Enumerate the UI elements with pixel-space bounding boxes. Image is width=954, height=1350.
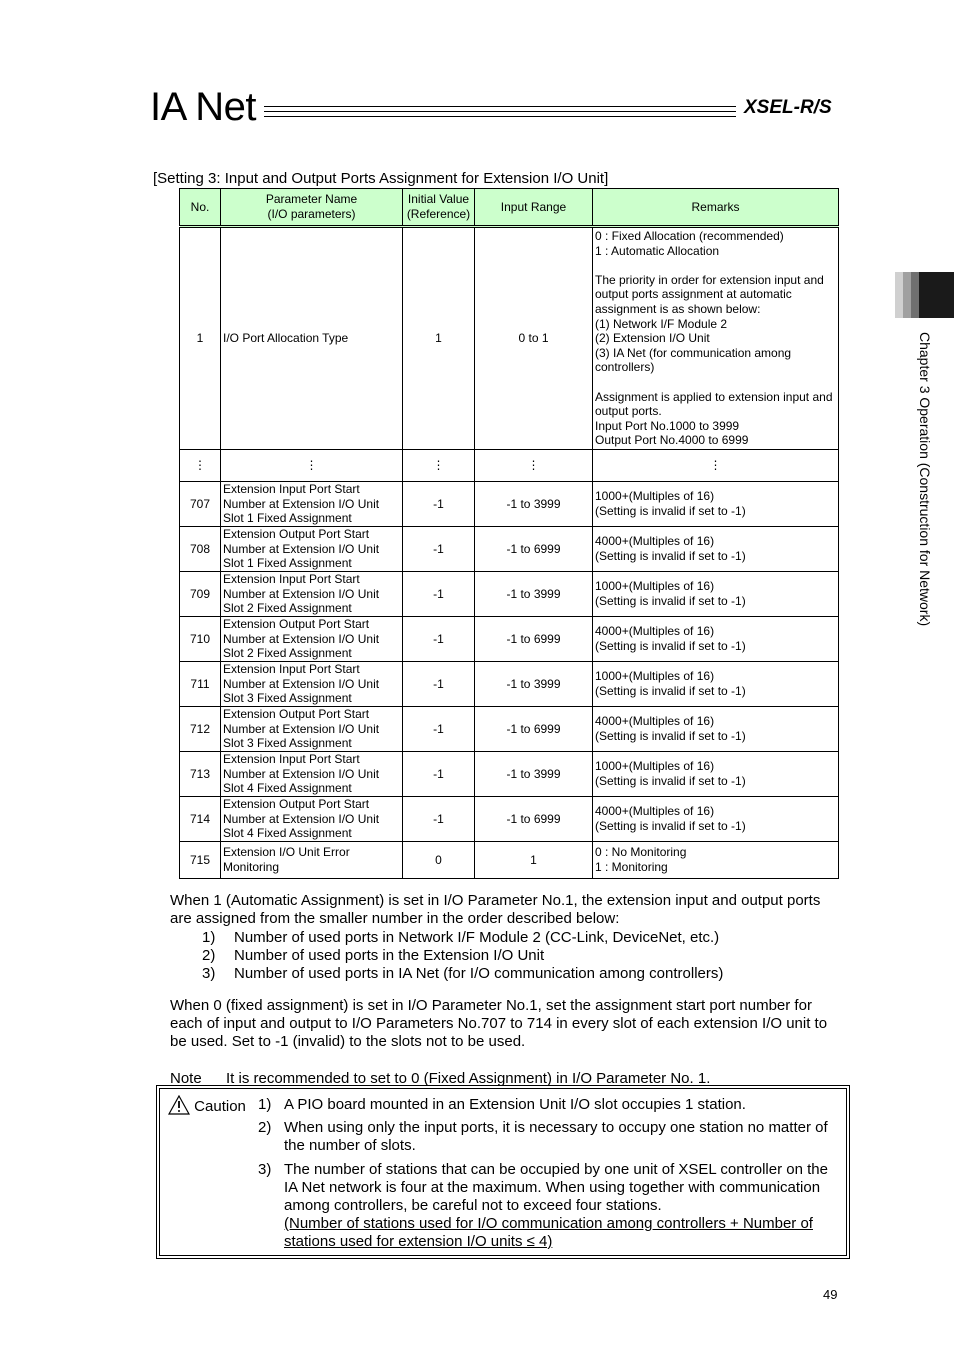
cell-name: I/O Port Allocation Type bbox=[221, 227, 403, 450]
list-item bbox=[202, 929, 719, 947]
cell-initial: ⋮ bbox=[403, 450, 475, 482]
cell-range: -1 to 6999 bbox=[475, 527, 593, 572]
column-header-parameter-name: Parameter Name (I/O parameters) bbox=[221, 189, 403, 227]
cell-initial: -1 bbox=[403, 662, 475, 707]
header-rule bbox=[264, 116, 736, 117]
header-rule bbox=[264, 106, 736, 107]
cell-range: -1 to 6999 bbox=[475, 707, 593, 752]
table-row bbox=[180, 617, 839, 662]
chapter-label: Chapter 3 Operation (Construction for Network) bbox=[917, 332, 933, 627]
cell-range: -1 to 3999 bbox=[475, 572, 593, 617]
cell-name: Extension Input Port Start Number at Extension I/O Unit Slot 3 Fixed Assignment bbox=[221, 662, 403, 707]
section-title: [Setting 3: Input and Output Ports Assignment for Extension I/O Unit] bbox=[153, 170, 609, 187]
caution-number: 3) bbox=[258, 1161, 272, 1178]
cell-no: 708 bbox=[180, 527, 221, 572]
cell-no: 712 bbox=[180, 707, 221, 752]
parameter-table bbox=[179, 188, 839, 879]
table-row bbox=[180, 707, 839, 752]
cell-remarks: 1000+(Multiples of 16) (Setting is invalid if set to -1) bbox=[593, 752, 839, 797]
list-text: Number of used ports in IA Net (for I/O communication among controllers) bbox=[234, 965, 724, 982]
table-row bbox=[180, 752, 839, 797]
table-row bbox=[180, 797, 839, 842]
cell-range: 1 bbox=[475, 842, 593, 879]
warning-icon bbox=[168, 1095, 190, 1115]
note bbox=[170, 1070, 710, 1088]
caution-text: A PIO board mounted in an Extension Unit I/O slot occupies 1 station. bbox=[284, 1096, 746, 1113]
cell-remarks: 0 : No Monitoring 1 : Monitoring bbox=[593, 842, 839, 879]
cell-name: Extension Input Port Start Number at Extension I/O Unit Slot 2 Fixed Assignment bbox=[221, 572, 403, 617]
cell-no: ⋮ bbox=[180, 450, 221, 482]
caution-text-underlined: (Number of stations used for I/O communication among controllers + Number of stations used for extension I/O units ≤ 4) bbox=[284, 1215, 813, 1250]
header-rule bbox=[264, 111, 736, 112]
table-row bbox=[180, 482, 839, 527]
cell-remarks: ⋮ bbox=[593, 450, 839, 482]
caution-number: 1) bbox=[258, 1096, 272, 1113]
note-label: Note bbox=[170, 1070, 202, 1087]
cell-remarks: 1000+(Multiples of 16) (Setting is invalid if set to -1) bbox=[593, 482, 839, 527]
cell-no: 710 bbox=[180, 617, 221, 662]
list-text: Number of used ports in Network I/F Module 2 (CC-Link, DeviceNet, etc.) bbox=[234, 929, 720, 946]
caution-label: Caution bbox=[194, 1098, 246, 1115]
table-header-row bbox=[180, 189, 839, 227]
cell-range: ⋮ bbox=[475, 450, 593, 482]
cell-no: 711 bbox=[180, 662, 221, 707]
cell-name: Extension Output Port Start Number at Extension I/O Unit Slot 1 Fixed Assignment bbox=[221, 527, 403, 572]
cell-remarks: 1000+(Multiples of 16) (Setting is invalid if set to -1) bbox=[593, 662, 839, 707]
cell-initial: -1 bbox=[403, 752, 475, 797]
table-row-ellipsis bbox=[180, 450, 839, 482]
cell-initial: -1 bbox=[403, 707, 475, 752]
cell-name: Extension I/O Unit Error Monitoring bbox=[221, 842, 403, 879]
document-title: IA Net bbox=[150, 85, 256, 129]
cell-no: 714 bbox=[180, 797, 221, 842]
cell-range: -1 to 3999 bbox=[475, 482, 593, 527]
chapter-tab-stripes bbox=[895, 272, 919, 318]
cell-remarks: 0 : Fixed Allocation (recommended) 1 : Automatic Allocation The priority in order for extension input and output ports assignment at automatic assignment is as shown below: (1) Network I/F Module 2 (2) Extension I/O Unit (3) IA Net (for communication among controllers) Assignment is applied to extension input and output ports. Input Port No.1000 to 3999 Output Port No.4000 to 6999 bbox=[593, 227, 839, 450]
model-name: XSEL-R/S bbox=[744, 97, 832, 118]
column-header-no: No. bbox=[180, 189, 221, 227]
cell-range: -1 to 3999 bbox=[475, 662, 593, 707]
cell-range: 0 to 1 bbox=[475, 227, 593, 450]
caution-text: When using only the input ports, it is necessary to occupy one station no matter of the number of slots. bbox=[284, 1119, 828, 1154]
cell-initial: 0 bbox=[403, 842, 475, 879]
table-row bbox=[180, 572, 839, 617]
cell-name: Extension Input Port Start Number at Extension I/O Unit Slot 4 Fixed Assignment bbox=[221, 752, 403, 797]
caution-text-body: The number of stations that can be occupied by one unit of XSEL controller on the IA Net network is four at the maximum. When using together with communication among controllers, be careful not to exceed four stations. bbox=[284, 1161, 828, 1214]
cell-name: Extension Input Port Start Number at Extension I/O Unit Slot 1 Fixed Assignment bbox=[221, 482, 403, 527]
cell-no: 1 bbox=[180, 227, 221, 450]
caution-header bbox=[168, 1095, 246, 1116]
cell-remarks: 4000+(Multiples of 16) (Setting is invalid if set to -1) bbox=[593, 797, 839, 842]
cell-range: -1 to 6999 bbox=[475, 617, 593, 662]
cell-remarks: 4000+(Multiples of 16) (Setting is invalid if set to -1) bbox=[593, 707, 839, 752]
paragraph-fixed-assignment: When 0 (fixed assignment) is set in I/O Parameter No.1, set the assignment start port number for each of input and output to I/O Parameters No.707 to 714 in every slot of each extension I/O unit to be used. Set to -1 (invalid) to the slots not to be used. bbox=[170, 997, 828, 1050]
table-row bbox=[180, 662, 839, 707]
list-text: Number of used ports in the Extension I/O Unit bbox=[234, 947, 545, 964]
table-row bbox=[180, 842, 839, 879]
cell-remarks: 4000+(Multiples of 16) (Setting is invalid if set to -1) bbox=[593, 617, 839, 662]
table-row bbox=[180, 227, 839, 450]
column-header-input-range: Input Range bbox=[475, 189, 593, 227]
cell-name: Extension Output Port Start Number at Extension I/O Unit Slot 3 Fixed Assignment bbox=[221, 707, 403, 752]
caution-text bbox=[284, 1161, 842, 1251]
note-text: It is recommended to set to 0 (Fixed Assignment) in I/O Parameter No. 1. bbox=[226, 1070, 711, 1087]
cell-range: -1 to 6999 bbox=[475, 797, 593, 842]
chapter-tab-block bbox=[919, 272, 954, 318]
cell-name: ⋮ bbox=[221, 450, 403, 482]
cell-no: 707 bbox=[180, 482, 221, 527]
list-item bbox=[202, 947, 544, 965]
cell-initial: -1 bbox=[403, 527, 475, 572]
list-item bbox=[202, 965, 723, 983]
cell-name: Extension Output Port Start Number at Extension I/O Unit Slot 2 Fixed Assignment bbox=[221, 617, 403, 662]
list-number: 3) bbox=[202, 965, 216, 982]
caution-number: 2) bbox=[258, 1119, 272, 1136]
column-header-initial-value: Initial Value (Reference) bbox=[403, 189, 475, 227]
cell-no: 715 bbox=[180, 842, 221, 879]
cell-range: -1 to 3999 bbox=[475, 752, 593, 797]
cell-remarks: 1000+(Multiples of 16) (Setting is invalid if set to -1) bbox=[593, 572, 839, 617]
column-header-remarks: Remarks bbox=[593, 189, 839, 227]
cell-initial: -1 bbox=[403, 617, 475, 662]
page-number: 49 bbox=[823, 1287, 838, 1302]
cell-no: 713 bbox=[180, 752, 221, 797]
paragraph-automatic-assignment: When 1 (Automatic Assignment) is set in I/O Parameter No.1, the extension input and output ports are assigned from the smaller number in the order described below: bbox=[170, 892, 821, 927]
cell-remarks: 4000+(Multiples of 16) (Setting is invalid if set to -1) bbox=[593, 527, 839, 572]
caution-box bbox=[159, 1088, 847, 1256]
list-number: 2) bbox=[202, 947, 216, 964]
cell-name: Extension Output Port Start Number at Extension I/O Unit Slot 4 Fixed Assignment bbox=[221, 797, 403, 842]
cell-initial: 1 bbox=[403, 227, 475, 450]
cell-initial: -1 bbox=[403, 482, 475, 527]
cell-initial: -1 bbox=[403, 797, 475, 842]
table-row bbox=[180, 527, 839, 572]
list-number: 1) bbox=[202, 929, 216, 946]
cell-initial: -1 bbox=[403, 572, 475, 617]
cell-no: 709 bbox=[180, 572, 221, 617]
